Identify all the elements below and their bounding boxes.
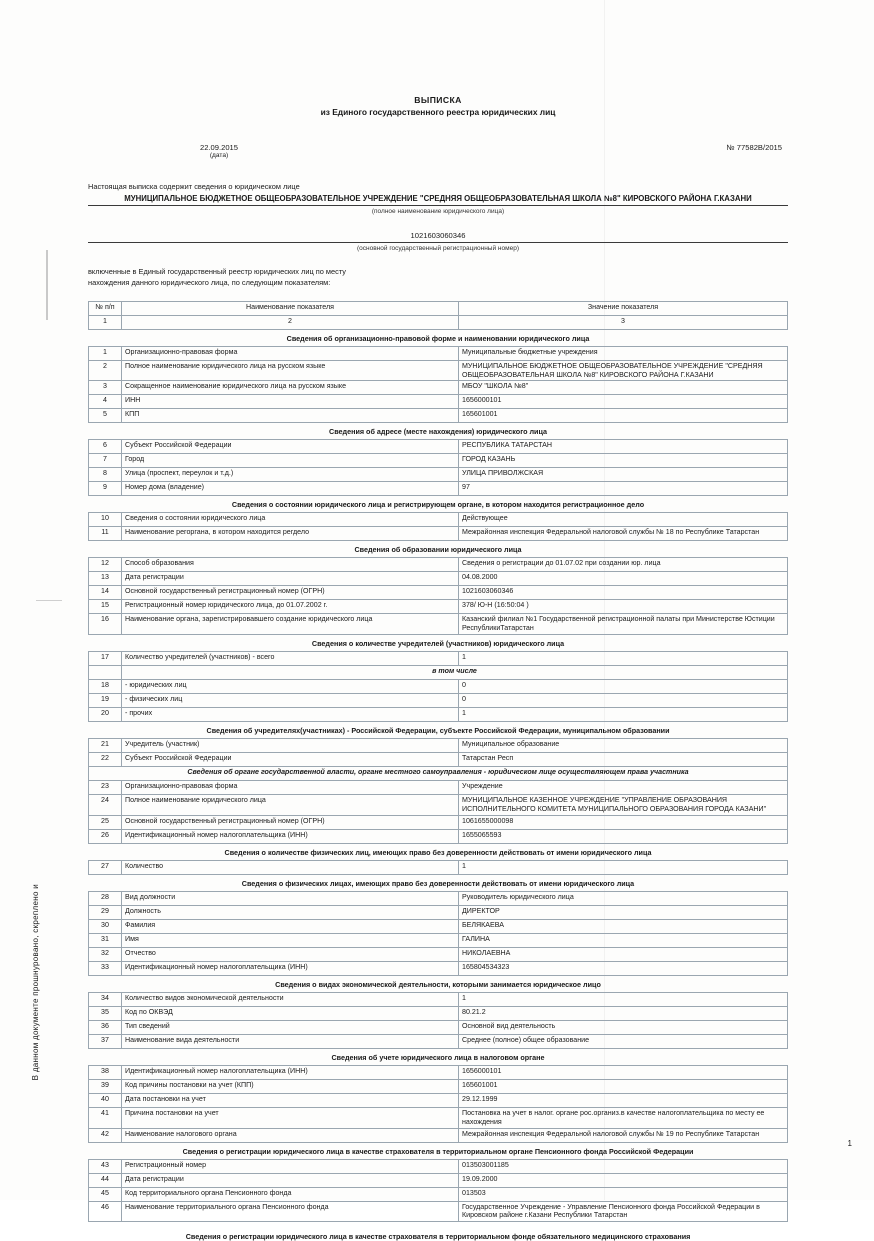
row-index: 18: [89, 680, 122, 694]
row-value: Муниципальные бюджетные учреждения: [459, 346, 788, 360]
row-label: Основной государственный регистрационный номер (ОГРН): [122, 815, 459, 829]
row-value: 1: [459, 652, 788, 666]
row-label: Регистрационный номер юридического лица, до 01.07.2002 г.: [122, 600, 459, 614]
table-row: [89, 454, 788, 468]
table-row: [89, 558, 788, 572]
table-row: [89, 1093, 788, 1107]
row-index: 22: [89, 753, 122, 767]
row-value: Основной вид деятельность: [459, 1020, 788, 1034]
row-label: Тип сведений: [122, 1020, 459, 1034]
included-line1: включенные в Единый государственный реестр юридических лиц по месту: [88, 266, 346, 276]
table-section-header: [89, 975, 788, 992]
row-label: Сведения о состоянии юридического лица: [122, 513, 459, 527]
row-value: 1656000101: [459, 395, 788, 409]
row-index: 40: [89, 1093, 122, 1107]
table-row: [89, 891, 788, 905]
row-label: Фамилия: [122, 919, 459, 933]
row-value: НИКОЛАЕВНА: [459, 947, 788, 961]
row-index: 13: [89, 572, 122, 586]
table-section-header: [89, 874, 788, 891]
row-value: УЛИЦА ПРИВОЛЖСКАЯ: [459, 468, 788, 482]
row-value: 0: [459, 680, 788, 694]
page-number: 1: [847, 1139, 852, 1148]
row-index: 33: [89, 961, 122, 975]
row-index: 7: [89, 454, 122, 468]
table-row: [89, 795, 788, 816]
row-index: 16: [89, 614, 122, 635]
row-index: 46: [89, 1201, 122, 1222]
row-value: Межрайонная инспекция Федеральной налоговой службы № 18 по Республике Татарстан: [459, 527, 788, 541]
row-index: 1: [89, 346, 122, 360]
row-value: МУНИЦИПАЛЬНОЕ БЮДЖЕТНОЕ ОБЩЕОБРАЗОВАТЕЛЬНОЕ УЧРЕЖДЕНИЕ "СРЕДНЯЯ ОБЩЕОБРАЗОВАТЕЛЬНАЯ ШКОЛА №8" КИРОВСКОГО РАЙОНА Г.КАЗАНИ: [459, 360, 788, 381]
table-section-header: [89, 1048, 788, 1065]
table-row: [89, 1020, 788, 1034]
row-label: Код причины постановки на учет (КПП): [122, 1079, 459, 1093]
table-row: [89, 1201, 788, 1222]
row-label: Наименование территориального органа Пенсионного фонда: [122, 1201, 459, 1222]
row-index: 45: [89, 1187, 122, 1201]
row-label: Номер дома (владение): [122, 482, 459, 496]
table-row: [89, 961, 788, 975]
row-index: 2: [89, 360, 122, 381]
row-label: Дата регистрации: [122, 572, 459, 586]
table-row: [89, 992, 788, 1006]
table-row: [89, 586, 788, 600]
row-index: 39: [89, 1079, 122, 1093]
row-value: 165804534323: [459, 961, 788, 975]
row-index: 44: [89, 1173, 122, 1187]
table-row: [89, 1065, 788, 1079]
table-section-title: Сведения об организационно-правовой форме и наименовании юридического лица: [286, 333, 590, 343]
row-label: Дата регистрации: [122, 1173, 459, 1187]
table-row: [89, 440, 788, 454]
row-index: 6: [89, 440, 122, 454]
side-note: В данном документе прошнуровано, скреплено и: [31, 883, 40, 1080]
column-header-index: № п/п: [89, 301, 122, 315]
table-row: [89, 409, 788, 423]
row-index: 4: [89, 395, 122, 409]
ogrn-value: 1021603060346: [88, 231, 788, 243]
row-value: 1: [459, 708, 788, 722]
row-label: Количество: [122, 860, 459, 874]
row-index: 8: [89, 468, 122, 482]
row-index: 17: [89, 652, 122, 666]
row-label: Наименование регоргана, в котором находится регдело: [122, 527, 459, 541]
table-section-title: Сведения о видах экономической деятельности, которыми занимается юридическое лицо: [275, 979, 601, 989]
table-row: [89, 708, 788, 722]
row-value: 1: [459, 992, 788, 1006]
row-label: Субъект Российской Федерации: [122, 440, 459, 454]
included-text: [88, 266, 788, 289]
document-date-block: [200, 143, 238, 159]
row-label: Должность: [122, 905, 459, 919]
organization-name-caption: (полное наименование юридического лица): [371, 207, 505, 215]
row-value: 1655065593: [459, 829, 788, 843]
row-label: Полное наименование юридического лица: [122, 795, 459, 816]
row-label: Сокращенное наименование юридического лица на русском языке: [122, 381, 459, 395]
registry-table: [88, 301, 788, 1223]
column-header-name: Наименование показателя: [122, 301, 459, 315]
row-label: Учредитель (участник): [122, 739, 459, 753]
row-value: Действующее: [459, 513, 788, 527]
row-label: КПП: [122, 409, 459, 423]
column-number-2: 2: [122, 315, 459, 329]
row-index: 41: [89, 1107, 122, 1128]
row-label: Имя: [122, 933, 459, 947]
row-value: 80.21.2: [459, 1006, 788, 1020]
table-section-title: Сведения об учете юридического лица в налоговом органе: [331, 1052, 545, 1062]
title-line1: ВЫПИСКА: [414, 95, 462, 105]
row-label: - физических лиц: [122, 694, 459, 708]
row-label: Идентификационный номер налогоплательщика (ИНН): [122, 829, 459, 843]
row-label: ИНН: [122, 395, 459, 409]
row-value: ГОРОД КАЗАНЬ: [459, 454, 788, 468]
row-index: 34: [89, 992, 122, 1006]
row-label: Количество учредителей (участников) - всего: [122, 652, 459, 666]
row-value: 013503: [459, 1187, 788, 1201]
row-value: 1: [459, 860, 788, 874]
table-section-header: [89, 722, 788, 739]
row-value: Сведения о регистрации до 01.07.02 при создании юр. лица: [459, 558, 788, 572]
footer-section-title: Сведения о регистрации юридического лица в качестве страхователя в территориальном фонде обязательного медицинского страхования: [185, 1232, 691, 1241]
title-line2: из Единого государственного реестра юридических лиц: [320, 107, 556, 118]
row-label: Улица (проспект, переулок и т.д.): [122, 468, 459, 482]
table-row: [89, 905, 788, 919]
table-section-header: [89, 329, 788, 346]
table-section-title: Сведения о регистрации юридического лица в качестве страхователя в территориальном органе Пенсионного фонда Российской Федерации: [182, 1146, 694, 1156]
row-label: Наименование вида деятельности: [122, 1034, 459, 1048]
row-index: 32: [89, 947, 122, 961]
table-row: [89, 482, 788, 496]
row-label: Причина постановки на учет: [122, 1107, 459, 1128]
row-index: 29: [89, 905, 122, 919]
row-value: Учреждение: [459, 781, 788, 795]
table-row: [89, 652, 788, 666]
row-label: Количество видов экономической деятельности: [122, 992, 459, 1006]
document-date: 22.09.2015: [200, 142, 239, 152]
row-value: 97: [459, 482, 788, 496]
row-index: 5: [89, 409, 122, 423]
document-title: [88, 94, 788, 119]
table-section-title: Сведения о количестве учредителей (участников) юридического лица: [311, 639, 565, 649]
row-index: 11: [89, 527, 122, 541]
row-subheading: в том числе: [122, 666, 788, 680]
row-index: 20: [89, 708, 122, 722]
row-index: 9: [89, 482, 122, 496]
row-label: Идентификационный номер налогоплательщика (ИНН): [122, 1065, 459, 1079]
table-row: [89, 1107, 788, 1128]
row-value: 165601001: [459, 1079, 788, 1093]
table-row: [89, 614, 788, 635]
table-subsection-title: Сведения об органе государственной власти, органе местного самоуправления - юридическом лице осуществляющем права участника: [89, 767, 788, 781]
row-value: Руководитель юридического лица: [459, 891, 788, 905]
row-index: 25: [89, 815, 122, 829]
table-row: [89, 860, 788, 874]
row-index: 36: [89, 1020, 122, 1034]
table-row: [89, 829, 788, 843]
row-value: МБОУ "ШКОЛА №8": [459, 381, 788, 395]
row-index: 43: [89, 1159, 122, 1173]
row-index: 35: [89, 1006, 122, 1020]
table-row: [89, 781, 788, 795]
column-number-1: 1: [89, 315, 122, 329]
row-index: 42: [89, 1128, 122, 1142]
row-label: Наименование органа, зарегистрировавшего создание юридического лица: [122, 614, 459, 635]
row-value: Среднее (полное) общее образование: [459, 1034, 788, 1048]
row-label: Наименование налогового органа: [122, 1128, 459, 1142]
table-column-number-row: [89, 315, 788, 329]
row-label: Дата постановки на учет: [122, 1093, 459, 1107]
row-value: Муниципальное образование: [459, 739, 788, 753]
table-row: [89, 815, 788, 829]
row-value: 013503001185: [459, 1159, 788, 1173]
table-row: [89, 680, 788, 694]
table-row: [89, 1128, 788, 1142]
table-section-title: Сведения о физических лицах, имеющих право без доверенности действовать от имени юридического лица: [241, 878, 635, 888]
row-value: 1656000101: [459, 1065, 788, 1079]
table-subsection-header: [89, 767, 788, 781]
row-label: Регистрационный номер: [122, 1159, 459, 1173]
binding-mark-secondary: [36, 600, 62, 601]
table-row: [89, 360, 788, 381]
row-label: - юридических лиц: [122, 680, 459, 694]
table-row: [89, 527, 788, 541]
row-label: Идентификационный номер налогоплательщика (ИНН): [122, 961, 459, 975]
ogrn-caption: (основной государственный регистрационный номер): [356, 244, 519, 252]
table-row: [89, 933, 788, 947]
table-row: [89, 572, 788, 586]
table-row: [89, 346, 788, 360]
row-value: МУНИЦИПАЛЬНОЕ КАЗЕННОЕ УЧРЕЖДЕНИЕ "УПРАВЛЕНИЕ ОБРАЗОВАНИЯ ИСПОЛНИТЕЛЬНОГО КОМИТЕТА МУНИЦИПАЛЬНОГО ОБРАЗОВАНИЯ ГОРОДА КАЗАНИ": [459, 795, 788, 816]
row-index: [89, 666, 122, 680]
row-value: РЕСПУБЛИКА ТАТАРСТАН: [459, 440, 788, 454]
document-date-caption: (дата): [209, 151, 229, 159]
row-value: 1061655000098: [459, 815, 788, 829]
row-index: 27: [89, 860, 122, 874]
row-index: 3: [89, 381, 122, 395]
row-label: Организационно-правовая форма: [122, 781, 459, 795]
row-label: Код по ОКВЭД: [122, 1006, 459, 1020]
row-index: 37: [89, 1034, 122, 1048]
table-row: [89, 919, 788, 933]
row-value: 378/ Ю-Н (16:50:04 ): [459, 600, 788, 614]
row-index: 10: [89, 513, 122, 527]
table-row: [89, 513, 788, 527]
table-row: [89, 1079, 788, 1093]
row-value: Межрайонная инспекция Федеральной налоговой службы № 19 по Республике Татарстан: [459, 1128, 788, 1142]
row-value: 19.09.2000: [459, 1173, 788, 1187]
row-value: БЕЛЯКАЕВА: [459, 919, 788, 933]
row-index: 28: [89, 891, 122, 905]
row-value: 1021603060346: [459, 586, 788, 600]
row-value: Татарстан Респ: [459, 753, 788, 767]
row-value: 165601001: [459, 409, 788, 423]
row-label: Город: [122, 454, 459, 468]
row-label: Код территориального органа Пенсионного фонда: [122, 1187, 459, 1201]
row-value: Постановка на учет в налог. органе рос.организ.в качестве налогоплательщика по месту ее нахождения: [459, 1107, 788, 1128]
column-header-value: Значение показателя: [459, 301, 788, 315]
row-index: 19: [89, 694, 122, 708]
row-label: Организационно-правовая форма: [122, 346, 459, 360]
table-section-header: [89, 423, 788, 440]
row-label: Вид должности: [122, 891, 459, 905]
included-line2: нахождения данного юридического лица, по следующим показателям:: [88, 278, 331, 288]
row-label: Основной государственный регистрационный номер (ОГРН): [122, 586, 459, 600]
row-value: ДИРЕКТОР: [459, 905, 788, 919]
row-label: Полное наименование юридического лица на русском языке: [122, 360, 459, 381]
organization-name: МУНИЦИПАЛЬНОЕ БЮДЖЕТНОЕ ОБЩЕОБРАЗОВАТЕЛЬНОЕ УЧРЕЖДЕНИЕ "СРЕДНЯЯ ОБЩЕОБРАЗОВАТЕЛЬНАЯ ШКОЛА №8" КИРОВСКОГО РАЙОНА Г.КАЗАНИ: [88, 194, 788, 206]
table-row: [89, 1006, 788, 1020]
row-value: ГАЛИНА: [459, 933, 788, 947]
column-number-3: 3: [459, 315, 788, 329]
row-index: 26: [89, 829, 122, 843]
table-section-header: [89, 843, 788, 860]
table-row: [89, 468, 788, 482]
document-meta: [88, 143, 788, 167]
table-row: [89, 395, 788, 409]
binding-mark: [46, 250, 48, 320]
row-index: 38: [89, 1065, 122, 1079]
table-row: [89, 753, 788, 767]
table-row: [89, 739, 788, 753]
row-label: - прочих: [122, 708, 459, 722]
table-section-header: [89, 635, 788, 652]
document-number: № 77582В/2015: [726, 142, 782, 152]
table-row: [89, 1034, 788, 1048]
table-section-title: Сведения о количестве физических лиц, имеющих право без доверенности действовать от имени юридического лица: [224, 847, 652, 857]
table-section-title: Сведения об образовании юридического лица: [354, 545, 522, 555]
table-row: [89, 1173, 788, 1187]
table-section-header: [89, 1142, 788, 1159]
intro-text: Настоящая выписка содержит сведения о юридическом лице: [88, 181, 300, 191]
row-index: 24: [89, 795, 122, 816]
table-section-title: Сведения об адресе (месте нахождения) юридического лица: [329, 427, 547, 437]
row-index: 14: [89, 586, 122, 600]
table-row: [89, 381, 788, 395]
document-body: [88, 72, 788, 1241]
table-section-title: Сведения об учредителях(участниках) - Российской Федерации, субъекте Российской Федерации, муниципальном образовании: [206, 726, 670, 736]
row-value: Казанский филиал №1 Государственной регистрационной палаты при Министерстве Юстиции РеспубликиТатарстан: [459, 614, 788, 635]
row-value: Государственное Учреждение - Управление Пенсионного фонда Российской Федерации в Кировском районе г.Казани Республики Татарстан: [459, 1201, 788, 1222]
table-row: [89, 600, 788, 614]
row-index: 12: [89, 558, 122, 572]
row-index: 31: [89, 933, 122, 947]
table-section-header: [89, 541, 788, 558]
row-label: Субъект Российской Федерации: [122, 753, 459, 767]
table-row: [89, 947, 788, 961]
table-section-header: [89, 496, 788, 513]
row-index: 23: [89, 781, 122, 795]
row-value: 0: [459, 694, 788, 708]
table-section-title: Сведения о состоянии юридического лица и регистрирующем органе, в котором находится регистрационное дело: [231, 500, 645, 510]
row-index: 30: [89, 919, 122, 933]
row-index: 21: [89, 739, 122, 753]
row-label: Отчество: [122, 947, 459, 961]
table-row: [89, 1159, 788, 1173]
table-row: [89, 1187, 788, 1201]
table-header-row: [89, 301, 788, 315]
row-label: Способ образования: [122, 558, 459, 572]
row-value: 29.12.1999: [459, 1093, 788, 1107]
table-row: [89, 694, 788, 708]
table-row: [89, 666, 788, 680]
row-value: 04.08.2000: [459, 572, 788, 586]
row-index: 15: [89, 600, 122, 614]
